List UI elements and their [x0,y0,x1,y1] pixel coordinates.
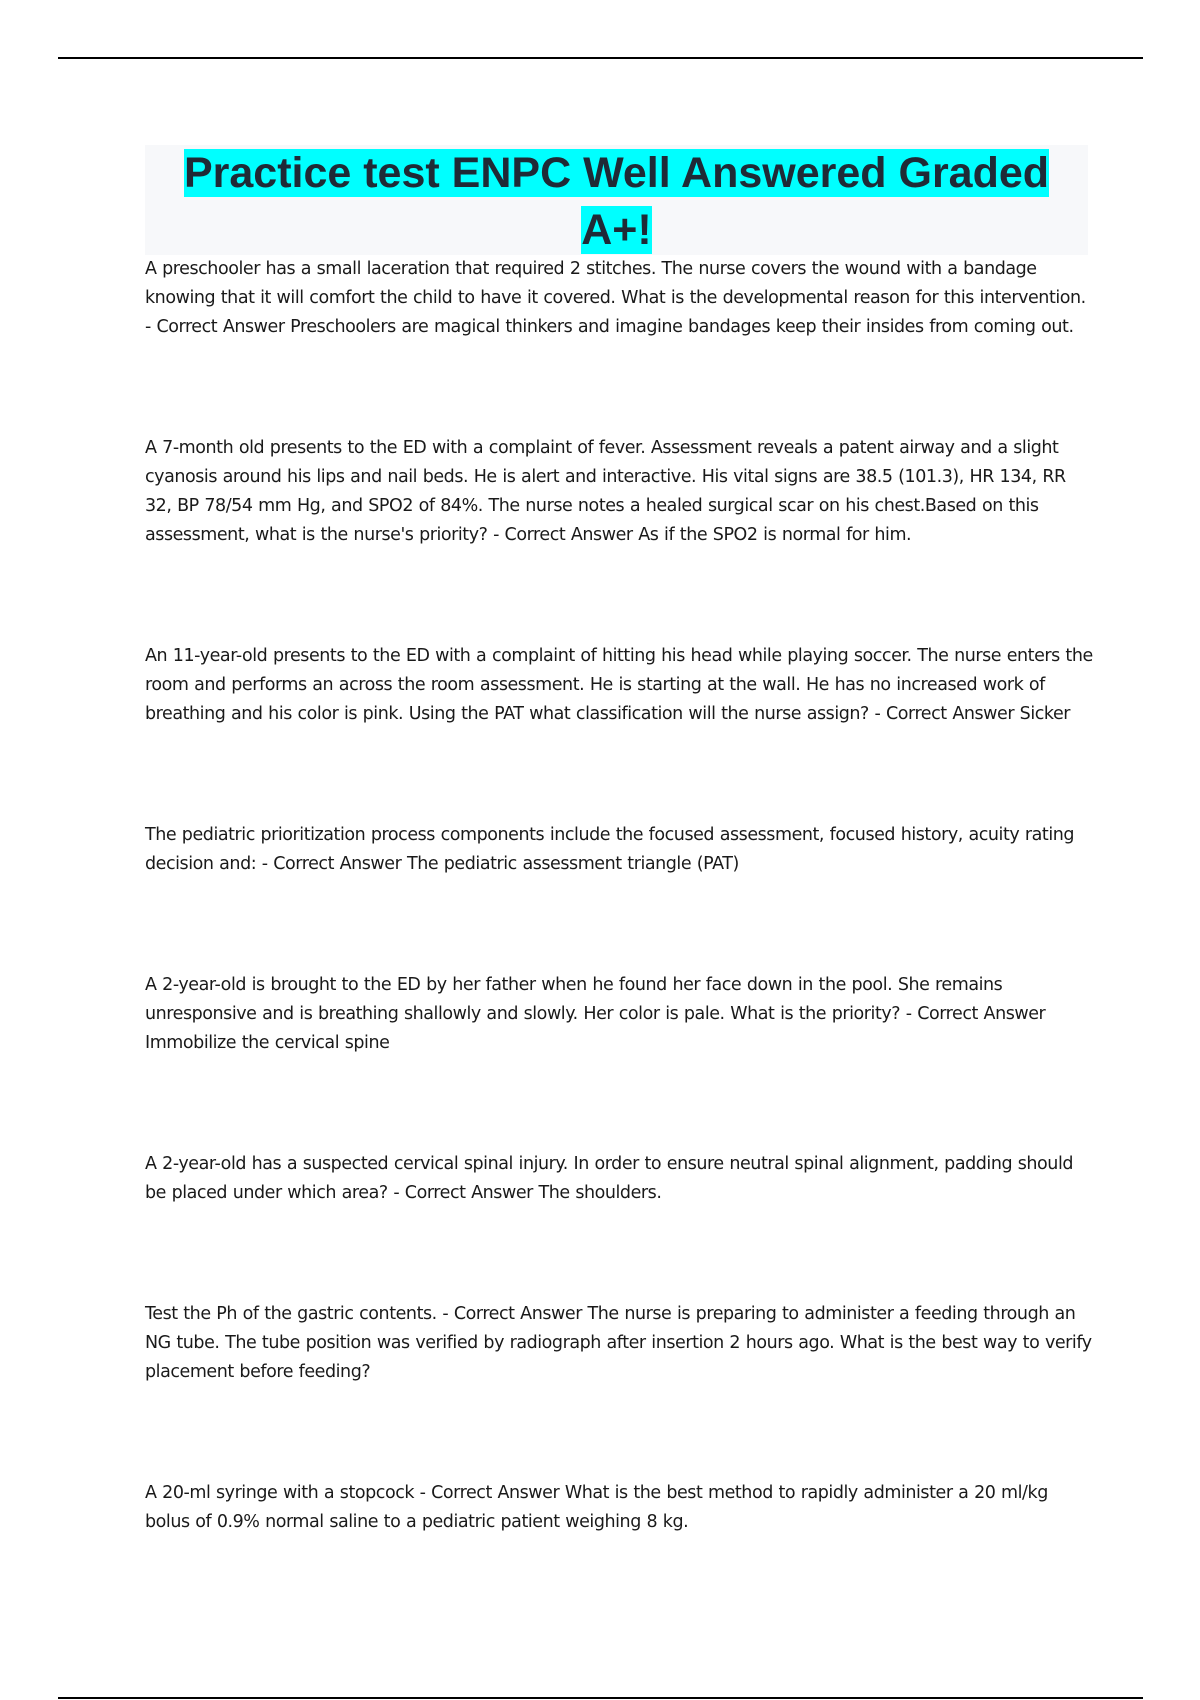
qa-item: An 11-year-old presents to the ED with a complaint of hitting his head while playing soccer. The nurse enters the room and performs an across the room assessment. He is starting at the wall. He has no increased work of breathing and his color is pink. Using the PAT what classification will the nurse assign? - Correct Answer Sicker [145,646,1093,724]
top-rule [58,57,1143,59]
bottom-rule [58,1697,1143,1699]
qa-item: Test the Ph of the gastric contents. - Correct Answer The nurse is preparing to administer a feeding through an NG tube. The tube position was verified by radiograph after insertion 2 hours ago. What is the best way to verify placement before feeding? [145,1304,1092,1382]
qa-item: A 2-year-old is brought to the ED by her father when he found her face down in the pool. She remains unresponsive and is breathing shallowly and slowly. Her color is pale. What is the priority? - Correct Answer Immobilize the cervical spine [145,975,1046,1053]
qa-item: A preschooler has a small laceration that required 2 stitches. The nurse covers the wound with a bandage knowing that it will comfort the child to have it covered. What is the developmental reason for this intervention. - Correct Answer Preschoolers are magical thinkers and imagine bandages keep their insides from coming out. [145,259,1086,337]
qa-item: A 2-year-old has a suspected cervical spinal injury. In order to ensure neutral spinal alignment, padding should be placed under which area? - Correct Answer The shoulders. [145,1154,1074,1203]
question-answer-list [145,255,1093,1537]
qa-item: A 20-ml syringe with a stopcock - Correct Answer What is the best method to rapidly administer a 20 ml/kg bolus of 0.9% normal saline to a pediatric patient weighing 8 kg. [145,1483,1048,1532]
title-block [145,145,1088,255]
qa-item: The pediatric prioritization process components include the focused assessment, focused history, acuity rating decision and: - Correct Answer The pediatric assessment triangle (PAT) [145,825,1075,874]
qa-item: A 7-month old presents to the ED with a complaint of fever. Assessment reveals a patent airway and a slight cyanosis around his lips and nail beds. He is alert and interactive. His vital signs are 38.5 (101.3), HR 134, RR 32, BP 78/54 mm Hg, and SPO2 of 84%. The nurse notes a healed surgical scar on his chest.Based on this assessment, what is the nurse's priority? - Correct Answer As if the SPO2 is normal for him. [145,438,1066,545]
title-highlight: Practice test ENPC Well Answered Graded A+! [183,149,1050,254]
document-title [145,145,1088,259]
